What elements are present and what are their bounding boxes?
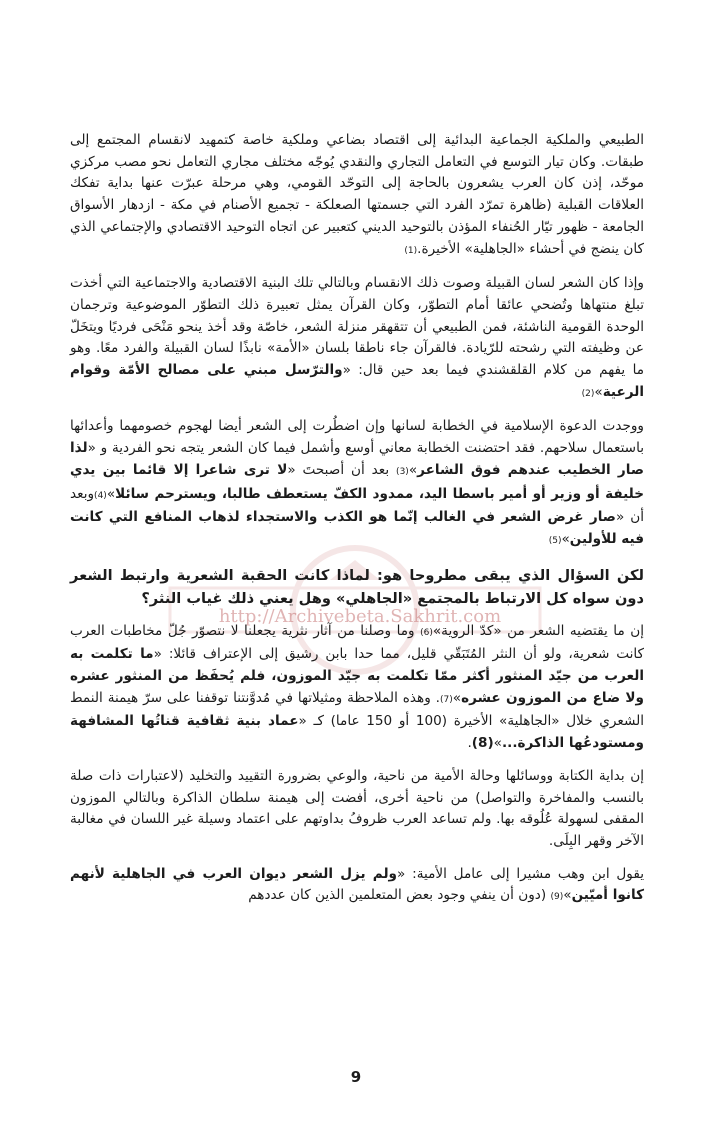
text-run: (دون أن ينفي وجود بعض المتعلمين الذين كان عددهم xyxy=(248,887,551,904)
paragraph xyxy=(70,621,644,755)
text-run: » xyxy=(594,383,603,400)
text-run: وإذا كان الشعر لسان القبيلة وصوت ذلك الانقسام وبالتالي تلك البنية الاقتصادية والاجتماعية التي أخذت تبلغ منتهاها وتُضحي عائقا أمام التطوّر، وكان القرآن يمثل تعبيرة ذلك التطوّر الموضوعية وترجمان الوحدة القومية الناشئة، فمن الطبيعي أن تتقهقر منزلة الشعر، خاصّة وقد أخذ ينحو مَنْحَى فرديًا ويتخَلّ عن وظيفته التي رشحته للرّيادة. فالقرآن جاء ناطقا بلسان «الأمة» نابذًا لسان القبيلة والفرد معًا. وهو ما يفهم من كلام القلقشندي فيما بعد حين قال: « xyxy=(70,275,645,379)
text-run: » xyxy=(493,735,502,752)
text-run: » xyxy=(561,530,570,547)
footnote-reference: (7) xyxy=(440,694,453,705)
paragraph xyxy=(70,273,644,405)
bold-text-run: الكذب والاستجداء لذهاب المنافع التي كانت فيه للأولين xyxy=(70,509,644,547)
text-run: . وهذه الملاحظة ومثيلاتها في مُدوَّنتنا توقفنا على سرّ هيمنة النمط الشعري خلال «الجاهلية» الأخيرة (100 أو 150 عاما) كـ « xyxy=(70,689,644,730)
bold-text-run: عماد بنية ثقافية قناتُها المشافهة ومستودعُها الذاكرة... xyxy=(70,713,644,752)
text-run: » xyxy=(563,887,572,904)
bold-text-run: ولم يزل الشعر ديوان العرب في الجاهلية لأنهم كانوا أميّين xyxy=(70,865,644,904)
bold-text-run: ما تكلمت به العرب من جيّد المنثور أكثر ممّا تكلمت به جيّد الموزون، فلم يُحفَظ من المنثور عشره ولا ضاع من الموزون عشره xyxy=(70,646,645,706)
text-run: الطبيعي والملكية الجماعية البدائية إلى اقتصاد بضاعي وملكية خاصة كتمهيد لانقسام المجتمع إلى طبقات. وكان تيار التوسع في التعامل التجاري والنقدي يُوجّه مختلف مجاري التعامل نحو مصب مركزي موحّد، إذن كان العرب يشعرون بالحاجة إلى التوحّد القومي، وهي مرحلة عبرّت عنها بداية تفكك العلاقات القبلية (ظاهرة تمرّد الفرد التي جسمتها الصعلكة - تجميع الأصنام في مكة - ازدهار الأسواق الجامعة - ظهور تيّار الحُنفاء المؤذن بالتوحيد الديني كتعبير عن اتجاه التوحيد الاقتصادي والإجتماعي الذي كان ينضج في أحشاء «الجاهلية» الأخيرة. xyxy=(70,132,644,257)
footnote-reference: (6) xyxy=(420,627,433,638)
footnote-reference: (1) xyxy=(404,245,418,256)
watermark-url: http://Archivebeta.Sakhrit.com xyxy=(218,606,502,627)
text-run: وما وصلنا من آثار نثرية يجعلنا لا نتصوّر جُلّ مخاطبات العرب كانت شعرية، ولو أن النثر المُتَبَقّي قليل، مما حدا بابن رشيق إلى الإعتراف قائلا: « xyxy=(70,622,644,663)
text-run: » xyxy=(106,485,116,502)
text-run: ووجدت الدعوة الإسلامية في الخطابة لسانها وإن اضطُرت إلى الشعر أيضا لهجوم خصومهما وأعدائها باستعمال سلاحهم. فقد احتضنت الخطابة معاني أوسع وأشمل فيما كان الشعر يتجه نحو الفردية و « xyxy=(70,418,644,457)
paragraph xyxy=(70,864,644,909)
body-text xyxy=(70,130,644,920)
bold-text-run: والترّسل مبني على مصالح الأمّة وقوام الرعية xyxy=(70,362,644,400)
bold-text-run: صار غرض الشعر في الغالب إنّما هو xyxy=(369,509,616,526)
bold-text-run: (8) xyxy=(471,735,494,752)
footnote-reference: (3) xyxy=(396,466,409,477)
paragraph xyxy=(70,130,644,262)
text-run: » xyxy=(452,689,462,706)
footnote-reference: (2) xyxy=(581,388,595,399)
text-run: » xyxy=(408,461,418,478)
paragraph xyxy=(70,416,644,552)
text-run: وبعد أن « xyxy=(70,485,644,526)
text-run: بعد أن أصبحتَ « xyxy=(287,461,397,478)
paragraph xyxy=(70,766,644,853)
text-run: إن بداية الكتابة ووسائلها وحالة الأمية من ناحية، والوعي بضرورة التقييد والتخليد (لاعتبارات ذات صلة بالنسب والمفاخرة والتواصل) من ناحية أخرى، أفضت إلى هيمنة سلطان الذاكرة وبالتالي الموزون المقفى لسهولة عُلُوقه بها. ولم تساعد العرب ظروفُ بداوتهم على اعتماد وسيلة غير اللسان في مغالبة الآخر وقهر البِلَى. xyxy=(70,767,644,849)
bold-text-run: لذا صار الخطيب عندهم فوق الشاعر xyxy=(70,440,645,478)
page-number: 9 xyxy=(350,1068,362,1086)
footnote-reference: (5) xyxy=(548,535,562,546)
footnote-reference: (4) xyxy=(94,490,107,501)
text-run: يقول ابن وهب مشيرا إلى عامل الأمية: « xyxy=(397,865,644,882)
text-run: . xyxy=(467,735,472,752)
bold-text-run: لا ترى شاعرا إلا قائما بين يدي خليفة أو وزير أو أمير باسطا اليد، ممدود الكفّ يستعطف طالبا، ويسترحم سائلا xyxy=(70,461,644,502)
bold-text-run: لكن السؤال الذي يبقى مطروحا هو: لماذا كانت الحقبة الشعرية وارتبط الشعر دون سواه كل الارتباط بالمجتمع «الجاهلي» وهل يعني ذلك غياب النثر؟ xyxy=(70,566,644,607)
paragraph xyxy=(70,564,644,610)
text-run: إن ما يقتضيه الشعر من «كدّ الروية» xyxy=(432,622,644,639)
footnote-reference: (9) xyxy=(550,892,564,903)
